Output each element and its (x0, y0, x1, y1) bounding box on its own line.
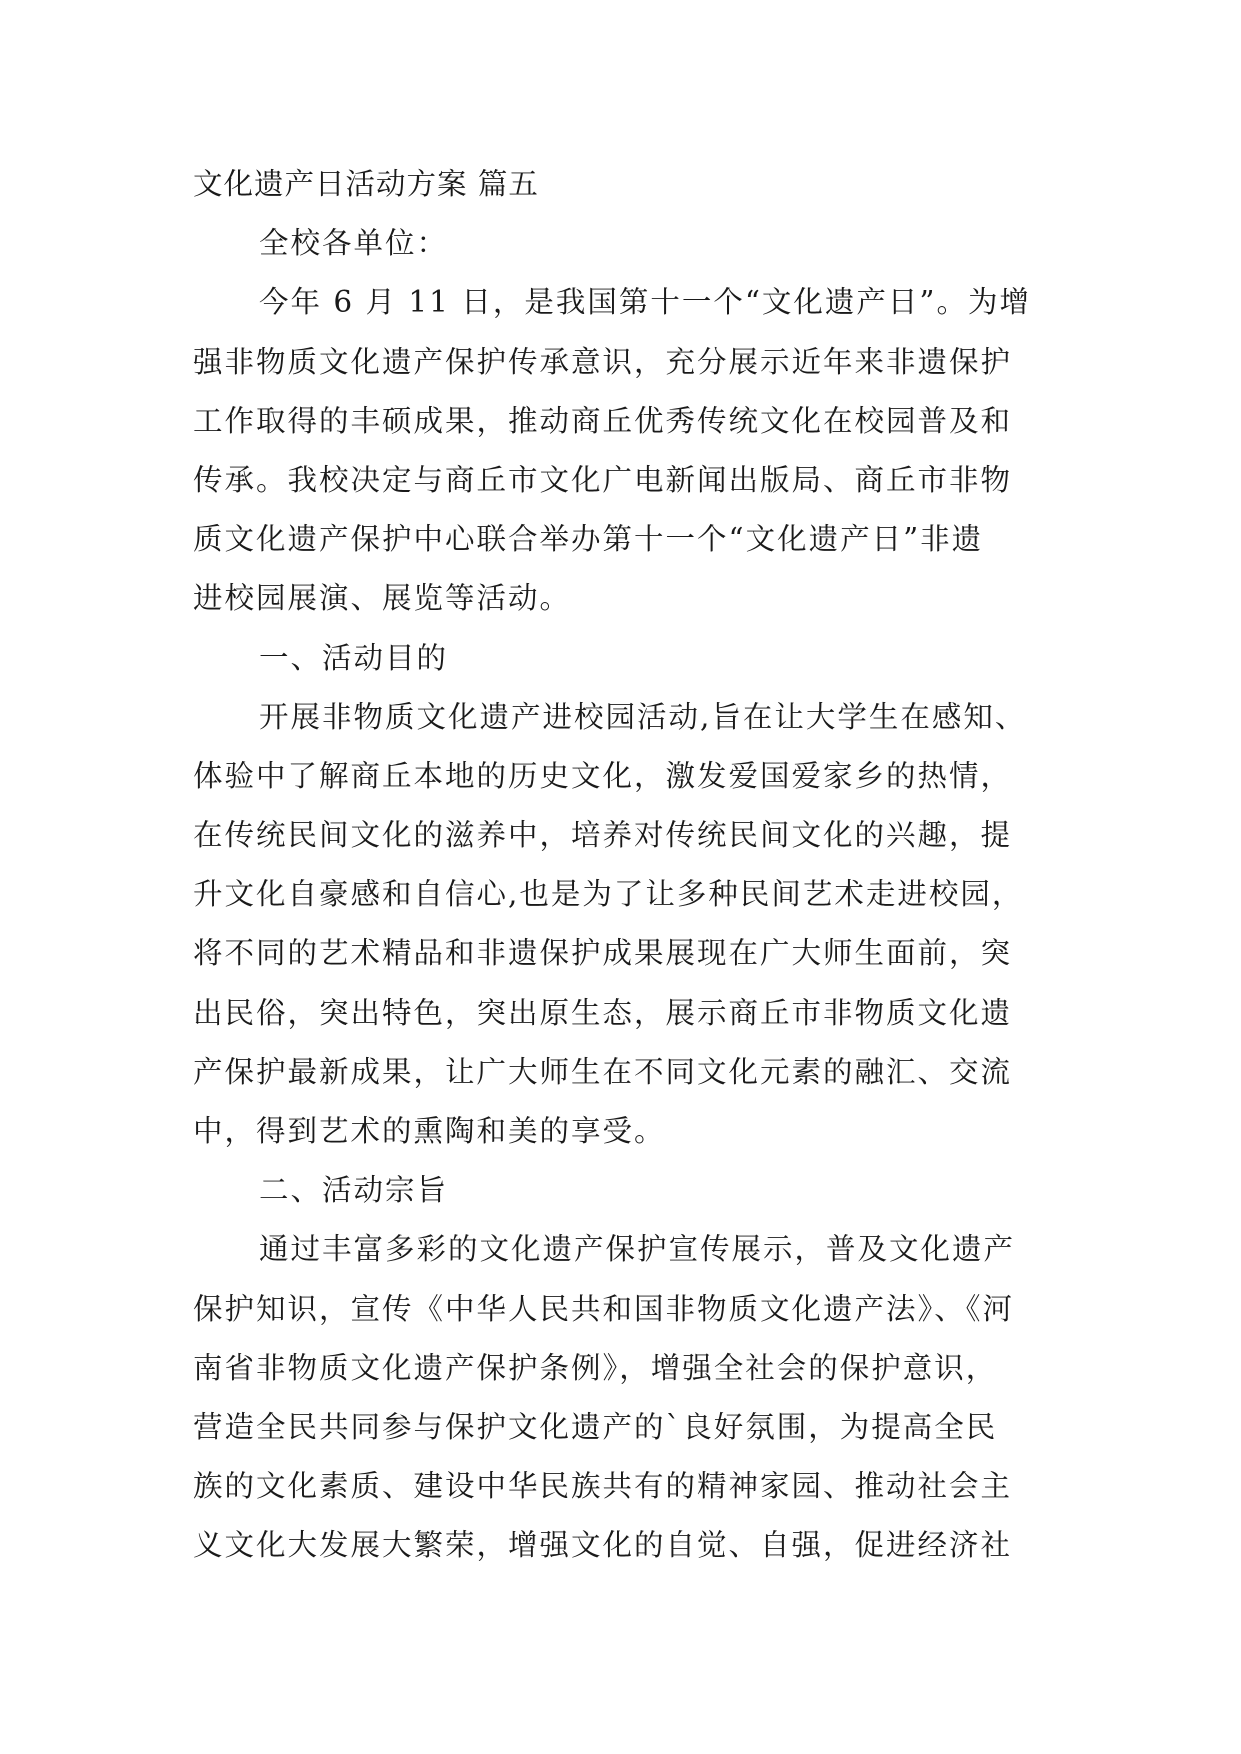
paragraph-line: 义文化大发展大繁荣，增强文化的自觉、自强，促进经济社 (193, 1528, 1013, 1563)
salutation: 全校各单位： (259, 226, 449, 261)
paragraph-line: 营造全民共同参与保护文化遗产的`良好氛围，为提高全民 (193, 1409, 998, 1444)
paragraph-line: 体验中了解商丘本地的历史文化，激发爱国爱家乡的热情， (193, 758, 1013, 793)
paragraph-line: 今年 6 月 11 日，是我国第十一个“文化遗产日”。为增 (259, 285, 1031, 320)
paragraph-line: 产保护最新成果，让广大师生在不同文化元素的融汇、交流 (193, 1054, 1013, 1089)
paragraph-line: 中，得到艺术的熏陶和美的享受。 (193, 1114, 666, 1148)
document-title: 文化遗产日活动方案 篇五 (193, 167, 539, 201)
section-heading: 二、活动宗旨 (259, 1173, 449, 1208)
section-heading: 一、活动目的 (259, 640, 449, 675)
paragraph-line: 进校园展演、展览等活动。 (193, 581, 572, 616)
paragraph-line: 通过丰富多彩的文化遗产保护宣传展示，普及文化遗产 (259, 1232, 1016, 1267)
paragraph-line: 传承。我校决定与商丘市文化广电新闻出版局、商丘市非物 (193, 462, 1013, 497)
paragraph-line: 在传统民间文化的滋养中，培养对传统民间文化的兴趣，提 (193, 818, 1013, 853)
paragraph-line: 强非物质文化遗产保护传承意识，充分展示近年来非遗保护 (193, 344, 1013, 379)
paragraph-line: 出民俗，突出特色，突出原生态，展示商丘市非物质文化遗 (193, 995, 1013, 1030)
document-body (193, 155, 1053, 1576)
paragraph-line: 南省非物质文化遗产保护条例》，增强全社会的保护意识， (193, 1350, 998, 1385)
paragraph-line: 保护知识，宣传《中华人民共和国非物质文化遗产法》、《河 (193, 1291, 1015, 1326)
paragraph-line: 开展非物质文化遗产进校园活动,旨在让大学生在感知、 (259, 699, 1027, 734)
paragraph-line: 工作取得的丰硕成果，推动商丘优秀传统文化在校园普及和 (193, 403, 1013, 438)
paragraph-line: 升文化自豪感和自信心,也是为了让多种民间艺术走进校园， (193, 877, 1024, 912)
paragraph-line: 将不同的艺术精品和非遗保护成果展现在广大师生面前，突 (193, 936, 1013, 971)
paragraph-line: 族的文化素质、建设中华民族共有的精神家园、推动社会主 (193, 1469, 1013, 1504)
paragraph-line: 质文化遗产保护中心联合举办第十一个“文化遗产日”非遗 (193, 522, 984, 557)
